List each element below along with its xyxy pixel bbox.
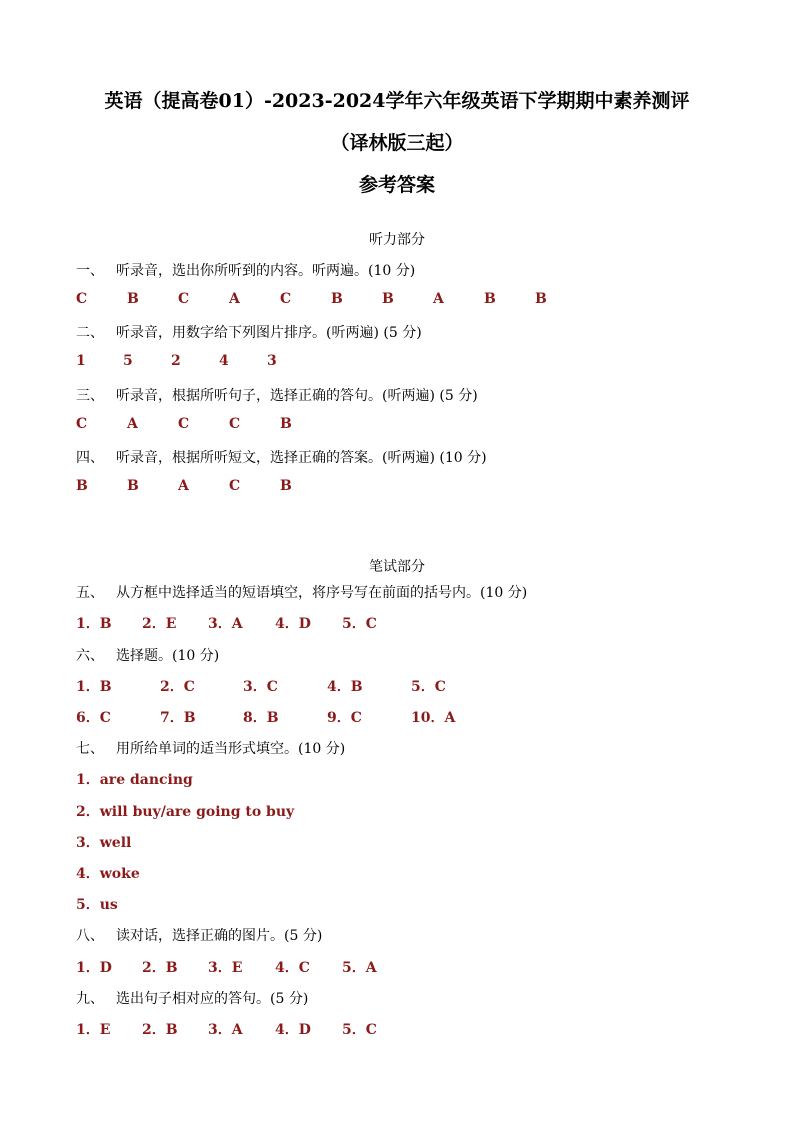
answer: 8．B [243,710,279,726]
answer: 9．C [327,710,362,726]
answer: A [127,416,138,432]
answer: 10．A [411,710,456,726]
answer: 2．B [142,960,178,976]
question-text: 选出句子相对应的答句。(5 分) [116,991,309,1007]
answer: 3．E [208,960,243,976]
question-text: 选择题。(10 分) [116,648,220,664]
question-text: 读对话，选择正确的图片。(5 分) [116,928,323,944]
answer: 1．are dancing [76,772,193,788]
answer: 3．A [208,616,243,632]
answer: 5．A [342,960,377,976]
question-number: 三、 [76,388,104,404]
answer: 4．woke [76,866,140,882]
answer: B [331,291,343,307]
listening-section-header: 听力部分 [369,232,425,248]
answer: 5．C [342,1022,377,1038]
answer: C [229,416,241,432]
question-number: 一、 [76,263,104,279]
answer: 3 [267,353,277,369]
answer: 2．E [142,616,177,632]
answer: B [127,478,139,494]
answer: 2．C [160,679,195,695]
question-number: 六、 [76,648,104,664]
answer: B [382,291,394,307]
answer: 7．B [160,710,196,726]
answer: C [280,291,292,307]
answer: 1．B [76,679,112,695]
answer: 4．B [327,679,363,695]
question-number: 九、 [76,991,104,1007]
answer: 2．B [142,1022,178,1038]
answer: B [280,478,292,494]
question-text: 听录音，根据所听短文，选择正确的答案。(听两遍) (10 分) [116,450,487,466]
answer: 1．B [76,616,112,632]
answer: A [178,478,189,494]
question-3 [76,385,478,405]
answer: 4．D [275,616,311,632]
answer: C [178,416,190,432]
answer: 5．C [411,679,446,695]
question-1 [76,260,415,280]
answer: 3．C [243,679,278,695]
answer: C [76,291,88,307]
answer: 5 [123,353,133,369]
answer: 3．well [76,835,132,851]
answer: B [484,291,496,307]
question-text: 听录音，根据所听句子，选择正确的答句。(听两遍) (5 分) [116,388,478,404]
question-text: 用所给单词的适当形式填空。(10 分) [116,741,346,757]
question-5 [76,582,527,602]
answer: A [229,291,240,307]
question-7 [76,738,345,758]
answer: B [280,416,292,432]
question-text: 从方框中选择适当的短语填空，将序号写在前面的括号内。(10 分) [116,585,528,601]
question-6 [76,645,219,665]
answer: 4．C [275,960,310,976]
question-number: 五、 [76,585,104,601]
answer: C [229,478,241,494]
answer: A [433,291,444,307]
question-8 [76,925,322,945]
document-title: 英语（提高卷01）-2023-2024学年六年级英语下学期期中素养测评 [104,90,690,112]
question-9 [76,988,308,1008]
answer: 5．us [76,897,118,913]
question-number: 八、 [76,928,104,944]
question-number: 七、 [76,741,104,757]
question-text: 听录音，选出你所听到的内容。听两遍。(10 分) [116,263,416,279]
answer: B [127,291,139,307]
answer: C [76,416,88,432]
answer: C [178,291,190,307]
answer: 2．will buy/are going to buy [76,804,295,820]
answer: B [535,291,547,307]
answer: 2 [171,353,181,369]
answer: 1．D [76,960,112,976]
question-text: 听录音，用数字给下列图片排序。(听两遍) (5 分) [116,325,422,341]
writing-section-header: 笔试部分 [369,559,425,575]
question-number: 四、 [76,450,104,466]
answer: 5．C [342,616,377,632]
answer: 4 [219,353,229,369]
answer-key-heading: 参考答案 [358,174,435,196]
question-4 [76,447,487,467]
question-2 [76,322,422,342]
answer: 6．C [76,710,111,726]
answer: 1．E [76,1022,111,1038]
answer: 1 [76,353,86,369]
answer: B [76,478,88,494]
answer: 3．A [208,1022,243,1038]
document-subtitle: （译林版三起） [330,132,464,154]
question-number: 二、 [76,325,104,341]
answer: 4．D [275,1022,311,1038]
